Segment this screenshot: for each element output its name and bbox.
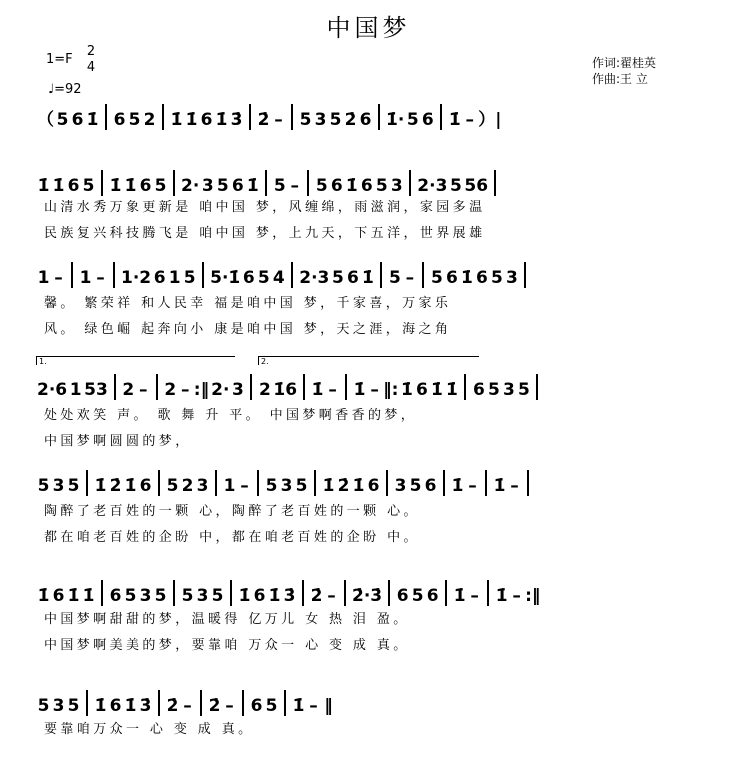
note-token: 6 xyxy=(139,476,152,496)
note-token: – xyxy=(327,586,336,606)
note-token: 3 xyxy=(196,586,209,606)
note-token: – xyxy=(309,696,318,716)
notation-line xyxy=(36,580,701,606)
note-token: 3̇ xyxy=(230,110,243,130)
note-token: 5 xyxy=(487,380,500,400)
composer-credit: 作曲:王 立 xyxy=(592,72,648,86)
note-token: 1̇ xyxy=(124,696,137,716)
note-token: 5 xyxy=(183,268,196,288)
barline xyxy=(445,580,447,606)
note-token: 5 xyxy=(37,696,50,716)
barline xyxy=(162,104,164,130)
note-token: 6 xyxy=(242,268,255,288)
lyric-verse-1: 处处欢笑 声。 歌 舞 升 平。 中国梦啊香香的梦， xyxy=(44,408,418,422)
note-token: 1̇ xyxy=(353,380,366,400)
barline xyxy=(265,170,267,196)
note-token: 5 xyxy=(315,176,328,196)
note-token: 3 xyxy=(502,380,515,400)
notation-line xyxy=(36,170,701,196)
tempo-marking: ♩=92 xyxy=(48,82,82,97)
barline xyxy=(380,262,382,288)
note-token: 2 xyxy=(122,380,135,400)
score-system-1 xyxy=(36,170,701,196)
lyric-verse-1: 中国梦啊甜甜的梦，温暖得 亿万儿 女 热 泪 盈。 xyxy=(44,612,410,626)
note-token: 5 xyxy=(406,110,419,130)
lyric-verse-1: 山清水秀万象更新是 咱中国 梦，风缠绵，雨滋润，家园多温 xyxy=(44,200,486,214)
note-token: （ xyxy=(37,110,54,130)
lyric-verse-1: 馨。 繁荣祥 和人民幸 福是咱中国 梦，千家喜，万家乐 xyxy=(44,296,452,310)
note-token: 2 xyxy=(258,380,271,400)
note-token: 56 xyxy=(464,176,489,196)
barline xyxy=(71,262,73,288)
barline xyxy=(249,104,251,130)
barline xyxy=(409,170,411,196)
note-token: 6 xyxy=(253,586,266,606)
note-token: 1̇ xyxy=(215,110,228,130)
note-token: 1̇ xyxy=(495,586,508,606)
note-token: 5 xyxy=(409,476,422,496)
note-token: 3̇ xyxy=(139,696,152,716)
note-token: 2 xyxy=(164,380,177,400)
barline xyxy=(230,580,232,606)
note-token: 2̇ xyxy=(344,110,357,130)
note-token: 5 xyxy=(490,268,503,288)
note-token: 3 xyxy=(52,696,65,716)
note-token: 5 xyxy=(166,476,179,496)
lyric-verse-2: 中国梦啊美美的梦，要靠咱 万众一 心 变 成 真。 xyxy=(44,638,410,652)
note-token: 53 xyxy=(84,380,108,400)
note-token: 5 xyxy=(82,176,95,196)
note-token: 1̇6 xyxy=(273,380,298,400)
barline xyxy=(388,580,390,606)
score-system-3 xyxy=(36,374,701,400)
note-token: 1̇ xyxy=(86,110,99,130)
note-token: 6 xyxy=(71,110,84,130)
barline xyxy=(284,690,286,716)
note-token: 1̇ xyxy=(400,380,413,400)
note-token: 6 xyxy=(200,110,213,130)
note-token: 2· xyxy=(211,380,230,400)
barline xyxy=(257,470,259,496)
note-token: 6 xyxy=(330,176,343,196)
note-token: 6 xyxy=(52,586,65,606)
barline xyxy=(114,374,116,400)
note-token: 5 xyxy=(388,268,401,288)
barline xyxy=(86,470,88,496)
barline xyxy=(200,690,202,716)
barline xyxy=(485,470,487,496)
note-token: 6 xyxy=(67,176,80,196)
note-token: 2·6 xyxy=(37,380,68,400)
note-token: 6 xyxy=(153,268,166,288)
note-token: 3 xyxy=(196,476,209,496)
barline xyxy=(250,374,252,400)
note-token: 3 xyxy=(314,110,327,130)
note-token: 1̇ xyxy=(37,586,50,606)
note-token: – xyxy=(274,110,283,130)
barline xyxy=(202,262,204,288)
barline xyxy=(158,690,160,716)
note-token: 5 xyxy=(124,586,137,606)
note-token: 5 xyxy=(128,110,141,130)
lyric-verse-2: 中国梦啊圆圆的梦， xyxy=(44,434,192,448)
note-token: :‖ xyxy=(525,586,541,606)
note-token: 3 xyxy=(390,176,403,196)
note-token: – xyxy=(290,176,300,196)
note-token: 6 xyxy=(367,476,380,496)
lyric-verse-2: 风。 绿色崛 起奔向小 康是咱中国 梦，天之涯，海之角 xyxy=(44,322,452,336)
note-token: 2·3 xyxy=(299,268,330,288)
note-token: – xyxy=(328,380,337,400)
note-token: 6 xyxy=(424,476,437,496)
note-token: 2 xyxy=(143,110,156,130)
note-token: ‖ xyxy=(324,696,333,716)
note-token: ‖: xyxy=(383,380,399,400)
barline xyxy=(443,470,445,496)
note-token: 1̇ xyxy=(451,476,464,496)
barline xyxy=(302,580,304,606)
lyricist-credit: 作词:翟桂英 xyxy=(592,56,657,70)
note-token: – xyxy=(183,696,192,716)
note-token: 5 xyxy=(216,176,229,196)
barline xyxy=(113,262,115,288)
note-token: 2 xyxy=(181,476,194,496)
note-token: – xyxy=(405,268,415,288)
key-signature: 1=F xyxy=(46,52,73,67)
note-token: – xyxy=(96,268,105,288)
note-token: 5 xyxy=(331,268,344,288)
time-signature xyxy=(84,44,98,76)
note-token: 1̇ xyxy=(185,110,198,130)
note-token: 1̇ xyxy=(453,586,466,606)
note-token: 1̇ xyxy=(322,476,335,496)
note-token: 3 xyxy=(394,476,407,496)
note-token: :‖ xyxy=(193,380,210,400)
note-token: 1̇ xyxy=(352,476,365,496)
note-token: 6 xyxy=(426,586,439,606)
note-token: 1 xyxy=(223,476,236,496)
barline xyxy=(173,170,175,196)
note-token: 6 xyxy=(109,696,122,716)
note-token: 1̇ xyxy=(109,176,122,196)
barline xyxy=(487,580,489,606)
time-signature-top: 2 xyxy=(86,44,96,59)
note-token: 5·1̇ xyxy=(210,268,241,288)
note-token: – xyxy=(225,696,234,716)
note-token: 1̇ xyxy=(67,586,80,606)
note-token: 6 xyxy=(139,176,152,196)
note-token: 5 xyxy=(37,476,50,496)
score-system-4 xyxy=(36,470,701,496)
note-token: 3 xyxy=(280,476,293,496)
note-token: 1̇ xyxy=(246,176,259,196)
note-token: 5 xyxy=(411,586,424,606)
time-signature-bottom: 4 xyxy=(86,60,96,75)
notation-line xyxy=(36,470,701,496)
note-token: 3 xyxy=(505,268,518,288)
note-token: 2̇ xyxy=(109,476,122,496)
note-token: 6 xyxy=(359,110,372,130)
note-token: – xyxy=(470,586,479,606)
barline xyxy=(173,580,175,606)
note-token: 1̇ xyxy=(361,268,374,288)
note-token: – xyxy=(54,268,63,288)
score-system-6 xyxy=(36,690,701,716)
note-token: 6 xyxy=(113,110,126,130)
note-token: 5 xyxy=(154,176,167,196)
barline xyxy=(344,580,346,606)
note-token: ）| xyxy=(478,110,502,130)
barline xyxy=(464,374,466,400)
note-token: 6 xyxy=(231,176,244,196)
note-token: 1̇ xyxy=(460,268,473,288)
note-token: 1̇ xyxy=(430,380,443,400)
notation-line xyxy=(36,374,701,400)
note-token: 1̇ xyxy=(238,586,251,606)
note-token: 5 xyxy=(181,586,194,606)
note-token: 3 xyxy=(201,176,214,196)
note-token: 2̇ xyxy=(208,696,221,716)
lyric-verse-2: 都在咱老百姓的企盼 中，都在咱老百姓的企盼 中。 xyxy=(44,530,420,544)
note-token: 1̇ xyxy=(124,476,137,496)
note-token: 6 xyxy=(475,268,488,288)
note-token: 1̇ xyxy=(268,586,281,606)
barline xyxy=(303,374,305,400)
note-token: 3 xyxy=(52,476,65,496)
note-token: – xyxy=(465,110,475,130)
score-system-intro xyxy=(36,104,701,130)
note-token: 1̇ xyxy=(170,110,183,130)
note-token: 5 xyxy=(375,176,388,196)
note-token: 5 xyxy=(257,268,270,288)
note-token: 1̇ xyxy=(82,586,95,606)
lyric-verse-2: 民族复兴科技腾飞是 咱中国 梦，上九天，下五洋，世界展雄 xyxy=(44,226,486,240)
note-token: 1·2 xyxy=(121,268,152,288)
barline xyxy=(422,262,424,288)
note-token: 1̇ xyxy=(311,380,324,400)
note-token: 5 xyxy=(211,586,224,606)
volta-first-ending: 1. xyxy=(36,356,235,365)
note-token: 6 xyxy=(421,110,434,130)
note-token: 6 xyxy=(109,586,122,606)
notation-line xyxy=(36,690,701,716)
barline xyxy=(86,690,88,716)
note-token: 1 xyxy=(37,268,50,288)
note-token: 1̇ xyxy=(52,176,65,196)
volta-second-ending: 2. xyxy=(258,356,479,365)
note-token: 2· xyxy=(181,176,200,196)
notation-line xyxy=(36,262,701,288)
barline xyxy=(527,470,529,496)
barline xyxy=(215,470,217,496)
barline xyxy=(101,170,103,196)
note-token: – xyxy=(512,586,521,606)
note-token: – xyxy=(510,476,519,496)
note-token: 5 xyxy=(265,476,278,496)
note-token: 2̇ xyxy=(337,476,350,496)
score-system-5 xyxy=(36,580,701,606)
note-token: 6 xyxy=(346,268,359,288)
note-token: 5 xyxy=(430,268,443,288)
lyric-verse-1: 要靠咱万众一 心 变 成 真。 xyxy=(44,722,255,736)
note-token: 1̇ xyxy=(448,110,461,130)
note-token: 6 xyxy=(472,380,485,400)
note-token: 2̇ xyxy=(257,110,270,130)
note-token: 1 xyxy=(168,268,181,288)
note-token: 2̇ xyxy=(310,586,323,606)
note-token: – xyxy=(468,476,477,496)
note-token: 1̇ xyxy=(493,476,506,496)
barline xyxy=(291,104,293,130)
note-token: 5 xyxy=(56,110,69,130)
note-token: 6 xyxy=(360,176,373,196)
note-token: 3 xyxy=(231,380,244,400)
barline xyxy=(440,104,442,130)
barline xyxy=(291,262,293,288)
note-token: 5 xyxy=(154,586,167,606)
note-token: 5 xyxy=(450,176,462,196)
note-token: 1̇ xyxy=(345,176,358,196)
note-token: 1 xyxy=(79,268,92,288)
note-token: 2·3 xyxy=(417,176,448,196)
note-token: 5 xyxy=(265,696,278,716)
barline xyxy=(101,580,103,606)
barline xyxy=(386,470,388,496)
score-system-2 xyxy=(36,262,701,288)
note-token: 1̇ xyxy=(292,696,305,716)
note-token: 5 xyxy=(67,476,80,496)
note-token: – xyxy=(181,380,190,400)
note-token: 6 xyxy=(250,696,263,716)
note-token: 5 xyxy=(329,110,342,130)
barline xyxy=(524,262,526,288)
barline xyxy=(378,104,380,130)
note-token: 3 xyxy=(139,586,152,606)
note-token: 1 xyxy=(69,380,82,400)
note-token: – xyxy=(370,380,379,400)
note-token: 4 xyxy=(272,268,285,288)
note-token: 5 xyxy=(67,696,80,716)
barline xyxy=(345,374,347,400)
note-token: 5 xyxy=(273,176,286,196)
note-token: 5 xyxy=(517,380,530,400)
note-token: 1̇ xyxy=(445,380,458,400)
note-token: 5 xyxy=(299,110,312,130)
note-token: 6 xyxy=(445,268,458,288)
notation-line xyxy=(36,104,701,130)
note-token: 1̇· xyxy=(386,110,405,130)
note-token: 5 xyxy=(295,476,308,496)
note-token: 6 xyxy=(415,380,428,400)
barline xyxy=(156,374,158,400)
note-token: 1̇ xyxy=(94,696,107,716)
note-token: 1̇ xyxy=(94,476,107,496)
song-title: 中国梦 xyxy=(326,14,411,42)
barline xyxy=(314,470,316,496)
note-token: 3̇ xyxy=(283,586,296,606)
barline xyxy=(536,374,538,400)
note-token: 2̇ xyxy=(166,696,179,716)
note-token: – xyxy=(240,476,249,496)
barline xyxy=(158,470,160,496)
barline xyxy=(494,170,496,196)
note-token: 6 xyxy=(396,586,409,606)
note-token: 1̇ xyxy=(37,176,50,196)
note-token: 2̇·3̇ xyxy=(352,586,383,606)
barline xyxy=(307,170,309,196)
note-token: 1̇ xyxy=(124,176,137,196)
note-token: – xyxy=(139,380,148,400)
barline xyxy=(242,690,244,716)
barline xyxy=(105,104,107,130)
lyric-verse-1: 陶醉了老百姓的一颗 心，陶醉了老百姓的一颗 心。 xyxy=(44,504,420,518)
